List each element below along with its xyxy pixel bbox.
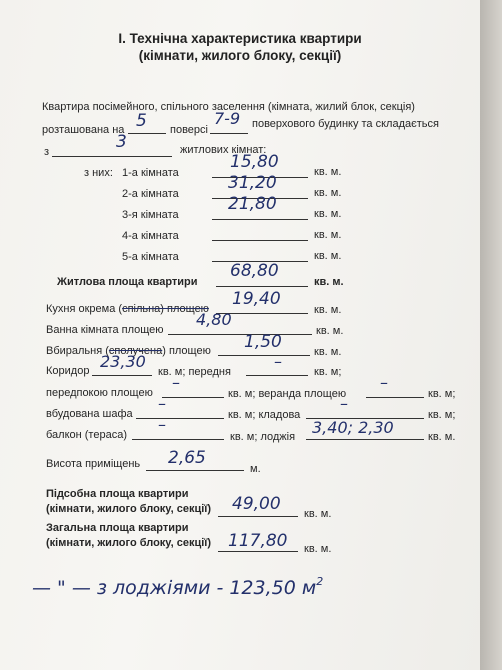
kitchen-unit: кв. м. (314, 304, 342, 316)
room-value: 15,80 (230, 152, 279, 172)
hall-unit: кв. м; (314, 366, 342, 378)
kitchen-value: 19,40 (232, 289, 281, 309)
total-unit: кв. м. (304, 543, 332, 555)
rooms-count-value: 3 (116, 132, 127, 152)
floor-value: 5 (136, 111, 147, 131)
veranda-unit: кв. м; (428, 388, 456, 400)
veranda-value: – (380, 373, 388, 392)
wardrobe-unit: кв. м; кладова (228, 409, 301, 421)
toilet-label: Вбиральня (сполучена) площею (46, 345, 211, 357)
living-area-unit: кв. м. (314, 276, 344, 288)
total-sublabel: (кімнати, жилого блоку, секції) (46, 537, 212, 549)
balcony-label: балкон (тераса) (46, 429, 127, 441)
room-value: 21,80 (228, 194, 277, 214)
room-label: 4-а кімната (122, 230, 179, 242)
toilet-line (218, 355, 310, 356)
total-label: Загальна площа квартири (46, 522, 189, 534)
hall-line (246, 375, 308, 376)
living-area-value: 68,80 (230, 261, 279, 281)
room-unit: кв. м. (314, 187, 342, 199)
toilet-unit: кв. м. (314, 346, 342, 358)
room-label: 1-а кімната (122, 167, 179, 179)
of-them-label: з них: (84, 167, 113, 179)
located-on-label: розташована на (42, 124, 125, 136)
hallway-line (162, 397, 224, 398)
room-unit: кв. м. (314, 208, 342, 220)
room-label: 3-я кімната (122, 209, 179, 221)
corridor-label: Коридор (46, 365, 90, 377)
hallway-unit: кв. м; веранда площею (228, 388, 347, 400)
total-floors-line (210, 133, 248, 134)
hallway-value: – (172, 373, 180, 392)
auxiliary-unit: кв. м. (304, 508, 332, 520)
handwritten-note: — " — з лоджіями - 123,50 $м^2$ (32, 575, 324, 599)
hallway-label: передпокою площею (46, 387, 153, 399)
storage-unit: кв. м; (428, 409, 456, 421)
height-value: 2,65 (168, 448, 206, 468)
veranda-line (366, 397, 424, 398)
room-value: 31,20 (228, 173, 277, 193)
bathroom-value: 4,80 (196, 310, 232, 329)
room-label: 2-а кімната (122, 188, 179, 200)
room-value-line (212, 219, 308, 220)
living-area-label: Житлова площа квартири (57, 276, 198, 288)
height-unit: м. (250, 463, 261, 475)
building-text: поверхового будинку та складається (252, 118, 439, 130)
balcony-line (132, 439, 224, 440)
z-label: з (44, 146, 50, 158)
wardrobe-line (136, 418, 224, 419)
hall-value: – (274, 352, 282, 371)
bathroom-line (168, 334, 312, 335)
height-label: Висота приміщень (46, 458, 141, 470)
auxiliary-line (218, 516, 298, 517)
room-unit: кв. м. (314, 166, 342, 178)
bathroom-label: Ванна кімната площею (46, 324, 164, 336)
room-label: 5-а кімната (122, 251, 179, 263)
auxiliary-label: Підсобна площа квартири (46, 488, 189, 500)
rooms-text: житлових кімнат: (180, 144, 267, 156)
corridor-line (92, 375, 152, 376)
corridor-value: 23,30 (100, 352, 146, 371)
balcony-unit: кв. м; лоджія (230, 431, 296, 443)
balcony-value: – (158, 415, 166, 434)
auxiliary-value: 49,00 (232, 494, 281, 514)
rooms-count-line (52, 156, 172, 157)
storage-value: – (340, 394, 348, 413)
loggia-line (306, 439, 424, 440)
living-area-line (216, 286, 308, 287)
total-value: 117,80 (228, 531, 288, 551)
document-subtitle: (кімнати, жилого блоку, секції) (138, 48, 342, 63)
room-unit: кв. м. (314, 229, 342, 241)
toilet-value: 1,50 (244, 332, 282, 352)
floor-word: поверсі (170, 124, 208, 136)
document-title: І. Технічна характеристика квартири (118, 31, 362, 46)
kitchen-label: Кухня окрема (спільна) площею (46, 303, 209, 315)
page-edge (480, 0, 502, 670)
total-line (218, 551, 298, 552)
bathroom-unit: кв. м. (316, 325, 344, 337)
loggia-unit: кв. м. (428, 431, 456, 443)
room-value-line (212, 240, 308, 241)
wardrobe-label: вбудована шафа (46, 408, 133, 420)
corridor-unit: кв. м; передня (158, 366, 231, 378)
room-unit: кв. м. (314, 250, 342, 262)
loggia-value: 3,40; 2,30 (312, 418, 394, 437)
auxiliary-sublabel: (кімнати, жилого блоку, секції) (46, 503, 212, 515)
floor-line (128, 133, 166, 134)
height-line (146, 470, 244, 471)
total-floors-value: 7-9 (214, 109, 241, 128)
intro-line-1: Квартира посімейного, спільного заселення (кімната, жилий блок, секція) (42, 101, 415, 113)
wardrobe-value: – (158, 394, 166, 413)
